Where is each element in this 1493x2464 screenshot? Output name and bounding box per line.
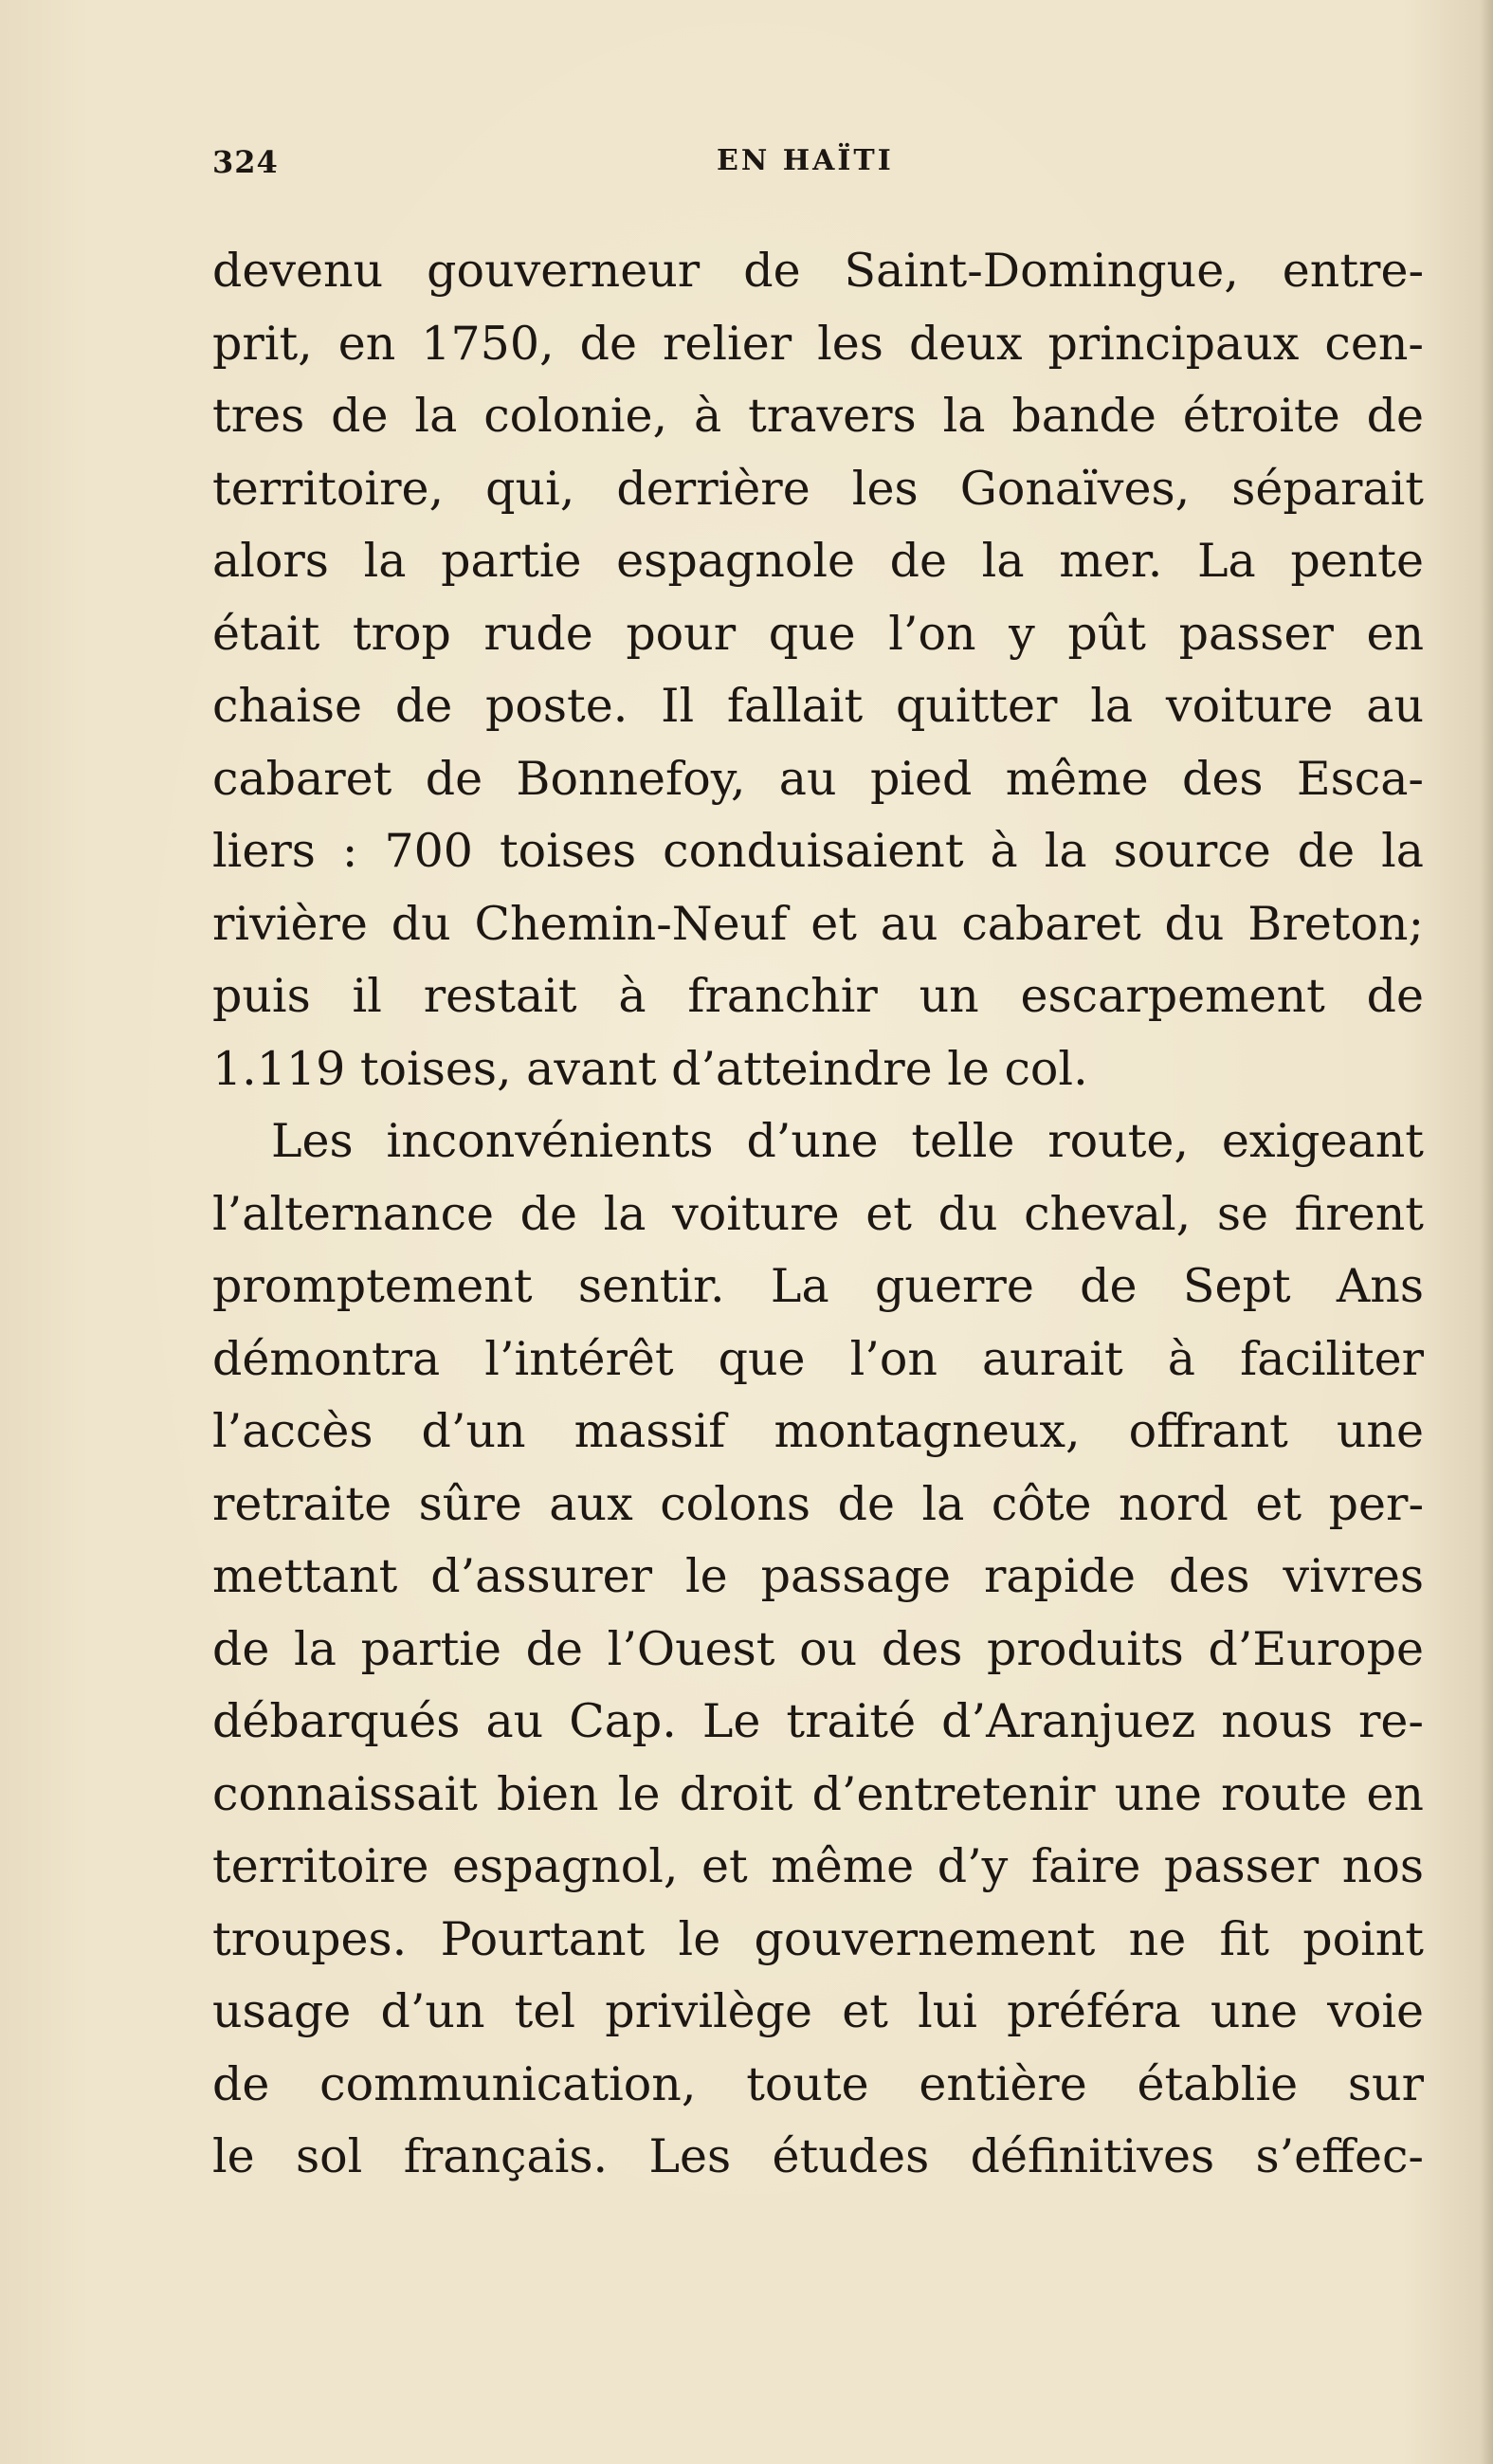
text-line: l’alternance de la voiture et du cheval, se firent (212, 1186, 1424, 1241)
page-edge-shadow (1480, 0, 1493, 2464)
text-line: le sol français. Les études définitives s’effec- (212, 2129, 1424, 2183)
text-line: troupes. Pourtant le gouvernement ne fit point (212, 1911, 1424, 1966)
text-line: tres de la colonie, à travers la bande étroite de (212, 389, 1424, 443)
text-line: puis il restait à franchir un escarpement de (212, 969, 1424, 1023)
text-line: était trop rude pour que l’on y pût passer en (212, 606, 1424, 661)
text-line: territoire espagnol, et même d’y faire passer nos (212, 1839, 1424, 1893)
body-text (212, 235, 1424, 2194)
paragraph-last-line: 1.119 toises, avant d’atteindre le col. (212, 1041, 1088, 1096)
text-line: territoire, qui, derrière les Gonaïves, séparait (212, 461, 1424, 516)
page-number: 324 (212, 144, 279, 180)
text-line: de la partie de l’Ouest ou des produits d’Europe (212, 1621, 1424, 1676)
text-line: retraite sûre aux colons de la côte nord et per- (212, 1476, 1424, 1531)
text-line: liers : 700 toises conduisaient à la source de la (212, 824, 1424, 878)
text-line: débarqués au Cap. Le traité d’Aranjuez nous re- (212, 1694, 1424, 1748)
running-head (212, 144, 1424, 192)
paragraph-first-line: Les inconvénients d’une telle route, exigeant (271, 1114, 1424, 1168)
text-line: devenu gouverneur de Saint-Domingue, entre- (212, 244, 1424, 298)
text-line: chaise de poste. Il fallait quitter la voiture au (212, 679, 1424, 733)
text-line: promptement sentir. La guerre de Sept Ans (212, 1259, 1424, 1313)
text-line: connaissait bien le droit d’entretenir une route en (212, 1766, 1424, 1821)
running-title: EN HAÏTI (717, 144, 894, 177)
text-line: usage d’un tel privilège et lui préféra une voie (212, 1984, 1424, 2038)
text-line: rivière du Chemin-Neuf et au cabaret du Breton; (212, 896, 1424, 951)
text-line: alors la partie espagnole de la mer. La pente (212, 534, 1424, 588)
text-line: cabaret de Bonnefoy, au pied même des Esca- (212, 751, 1424, 806)
text-line: mettant d’assurer le passage rapide des vivres (212, 1549, 1424, 1603)
text-line: démontra l’intérêt que l’on aurait à faciliter (212, 1331, 1424, 1386)
text-line: prit, en 1750, de relier les deux principaux cen- (212, 316, 1424, 371)
text-line: de communication, toute entière établie sur (212, 2056, 1424, 2111)
text-line: l’accès d’un massif montagneux, offrant une (212, 1404, 1424, 1458)
